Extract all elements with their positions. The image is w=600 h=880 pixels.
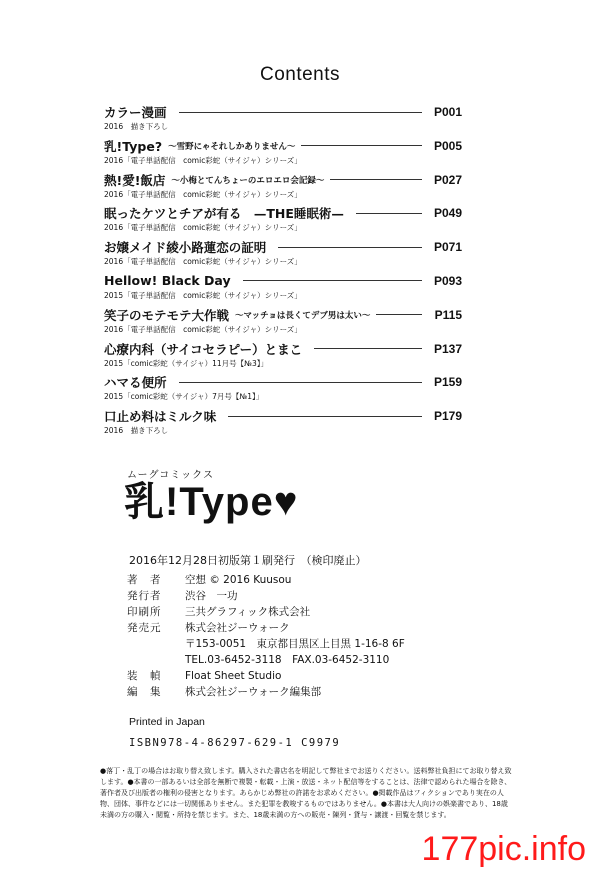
credit-row: [127, 604, 405, 620]
toc-line: [104, 406, 462, 426]
toc-source-note: 2016「電子単話配信 comic彩蛇（サイジャ）シリーズ」: [104, 324, 302, 334]
toc-title: 笑子のモテモテ大作戦: [104, 307, 230, 323]
credit-values: [185, 604, 310, 620]
toc-entry: [104, 305, 462, 339]
printed-in: Printed in Japan: [129, 716, 205, 728]
isbn: ISBN978-4-86297-629-1 C9979: [129, 737, 341, 749]
credit-value: 株式会社ジーウォーク: [185, 622, 290, 634]
leader-line: [179, 112, 422, 113]
book-title-text: 乳!Type: [124, 480, 274, 524]
leader-line: [301, 145, 422, 146]
toc-line: [104, 237, 462, 257]
toc-entry: [104, 271, 462, 305]
credit-label: 著 者: [127, 574, 162, 586]
toc-page-number: P159: [433, 375, 462, 390]
toc-source-note: 2015「電子単話配信 comic彩蛇（サイジャ）シリーズ」: [104, 290, 302, 300]
toc-source-note: 2015「comic彩蛇（サイジャ）7月号【№1】」: [104, 392, 264, 402]
leader-line: [179, 382, 422, 383]
table-of-contents: [104, 102, 462, 440]
watermark: 177pic.info: [421, 830, 586, 868]
toc-line: [104, 305, 462, 325]
toc-entry: [104, 170, 462, 204]
book-title: [124, 478, 298, 526]
credit-values: [185, 620, 405, 668]
leader-line: [356, 213, 422, 214]
credits-block: [127, 572, 405, 700]
credit-values: [185, 684, 321, 700]
toc-entry: [104, 136, 462, 170]
credit-value: 空想 © 2016 Kuusou: [185, 574, 292, 586]
toc-title: お嬢メイド綾小路蓮恋の証明: [104, 240, 267, 256]
toc-line: [104, 170, 462, 190]
credit-values: [185, 588, 238, 604]
credit-value: 〒153-0051 東京都目黒区上目黒 1-16-8 6F: [185, 638, 405, 650]
toc-title: 眠ったケツとチアが有る —THE睡眠術—: [104, 206, 344, 222]
toc-page-number: P027: [433, 172, 462, 187]
toc-page-number: P049: [433, 206, 462, 221]
toc-line: [104, 203, 462, 223]
leader-line: [228, 416, 422, 417]
toc-subtitle: 〜雪野にゃそれしかありません〜: [168, 141, 296, 152]
credit-value: 渋谷 一功: [185, 590, 238, 602]
toc-source-note: 2015「comic彩蛇（サイジャ）11月号【№3】」: [104, 358, 269, 368]
leader-line: [243, 280, 422, 281]
toc-source-note: 2016「電子単話配信 comic彩蛇（サイジャ）シリーズ」: [104, 155, 302, 165]
credit-label: 発行者: [127, 590, 162, 602]
credit-row: [127, 588, 405, 604]
toc-page-number: P001: [433, 105, 462, 119]
toc-title: 熱!愛!飯店: [104, 172, 166, 188]
credit-label: 編 集: [127, 686, 162, 698]
toc-title: ハマる便所: [104, 375, 167, 391]
credit-value: Float Sheet Studio: [185, 670, 282, 682]
toc-page-number: P179: [433, 409, 462, 424]
toc-title: 心療内科（サイコセラピー）とまこ: [104, 341, 303, 357]
toc-subtitle: 〜マッチョは長くてデブ男は太い〜: [235, 310, 371, 321]
credit-label: 印刷所: [127, 606, 162, 618]
toc-title: 乳!Type?: [104, 138, 163, 154]
toc-line: [104, 339, 462, 359]
credit-row: [127, 572, 405, 588]
toc-page-number: P115: [434, 307, 462, 322]
toc-entry: [104, 203, 462, 237]
toc-source-note: 2016 描き下ろし: [104, 426, 169, 436]
toc-line: [104, 102, 462, 122]
toc-page-number: P137: [433, 341, 462, 356]
toc-subtitle: 〜小梅とてんちょーのエロエロ会記録〜: [171, 175, 325, 186]
toc-page-number: P005: [433, 138, 462, 153]
legal-notice: ●落丁・乱丁の場合はお取り替え致します。購入された書店名を明記して弊社までお送りください。送料弊社負担にてお取り替え致します。●本書の一部あるいは全部を無断で複製・転載・上演・放送・ネット配信等をすることは、法律で認められた場合を除き、著作者及び出版者の権利の侵害となります。あらかじめ弊社の許諾をお求めください。●掲載作品はフィクションであり実在の人物、団体、事件などには一切関係ありません。また犯罪を教唆するものではありません。●本書は大人向けの娯楽書であり、18歳未満の方の購入・閲覧・所持を禁じます。また、18歳未満の方への販売・陳列・貸与・譲渡・回覧を禁じます。: [100, 767, 512, 819]
toc-line: [104, 372, 462, 392]
credit-value: TEL.03-6452-3118 FAX.03-6452-3110: [185, 654, 390, 666]
toc-line: [104, 271, 462, 291]
heart-icon: ♥: [273, 480, 299, 524]
credit-values: [185, 572, 291, 588]
credit-label: 装 幀: [127, 670, 162, 682]
toc-entry: [104, 372, 462, 406]
leader-line: [330, 179, 422, 180]
toc-title: Hellow! Black Day: [104, 273, 231, 289]
toc-line: [104, 136, 462, 156]
leader-line: [278, 247, 422, 248]
toc-title: カラー漫画: [104, 105, 167, 120]
credit-values: [185, 668, 281, 684]
credit-row: [127, 668, 405, 684]
toc-source-note: 2016「電子単話配信 comic彩蛇（サイジャ）シリーズ」: [104, 223, 302, 233]
toc-page-number: P071: [433, 240, 462, 255]
toc-page-number: P093: [433, 273, 462, 288]
edition-line: 2016年12月28日初版第１刷発行 （検印廃止）: [129, 554, 367, 567]
toc-title: 口止め料はミルク味: [104, 409, 217, 425]
contents-heading: Contents: [259, 64, 341, 85]
toc-entry: [104, 237, 462, 271]
toc-source-note: 2016 描き下ろし: [104, 122, 169, 131]
leader-line: [376, 314, 422, 315]
credit-value: 株式会社ジーウォーク編集部: [185, 686, 322, 698]
credit-row: [127, 620, 405, 668]
leader-line: [314, 348, 422, 349]
credit-label: 発売元: [127, 622, 162, 634]
toc-source-note: 2016「電子単話配信 comic彩蛇（サイジャ）シリーズ」: [104, 189, 302, 199]
toc-source-note: 2016「電子単話配信 comic彩蛇（サイジャ）シリーズ」: [104, 257, 302, 267]
toc-entry: [104, 102, 462, 136]
publisher-brand: ムーグコミックス: [127, 470, 214, 481]
credit-value: 三共グラフィック株式会社: [185, 606, 311, 618]
toc-entry: [104, 339, 462, 373]
credit-row: [127, 684, 405, 700]
toc-entry: [104, 406, 462, 440]
